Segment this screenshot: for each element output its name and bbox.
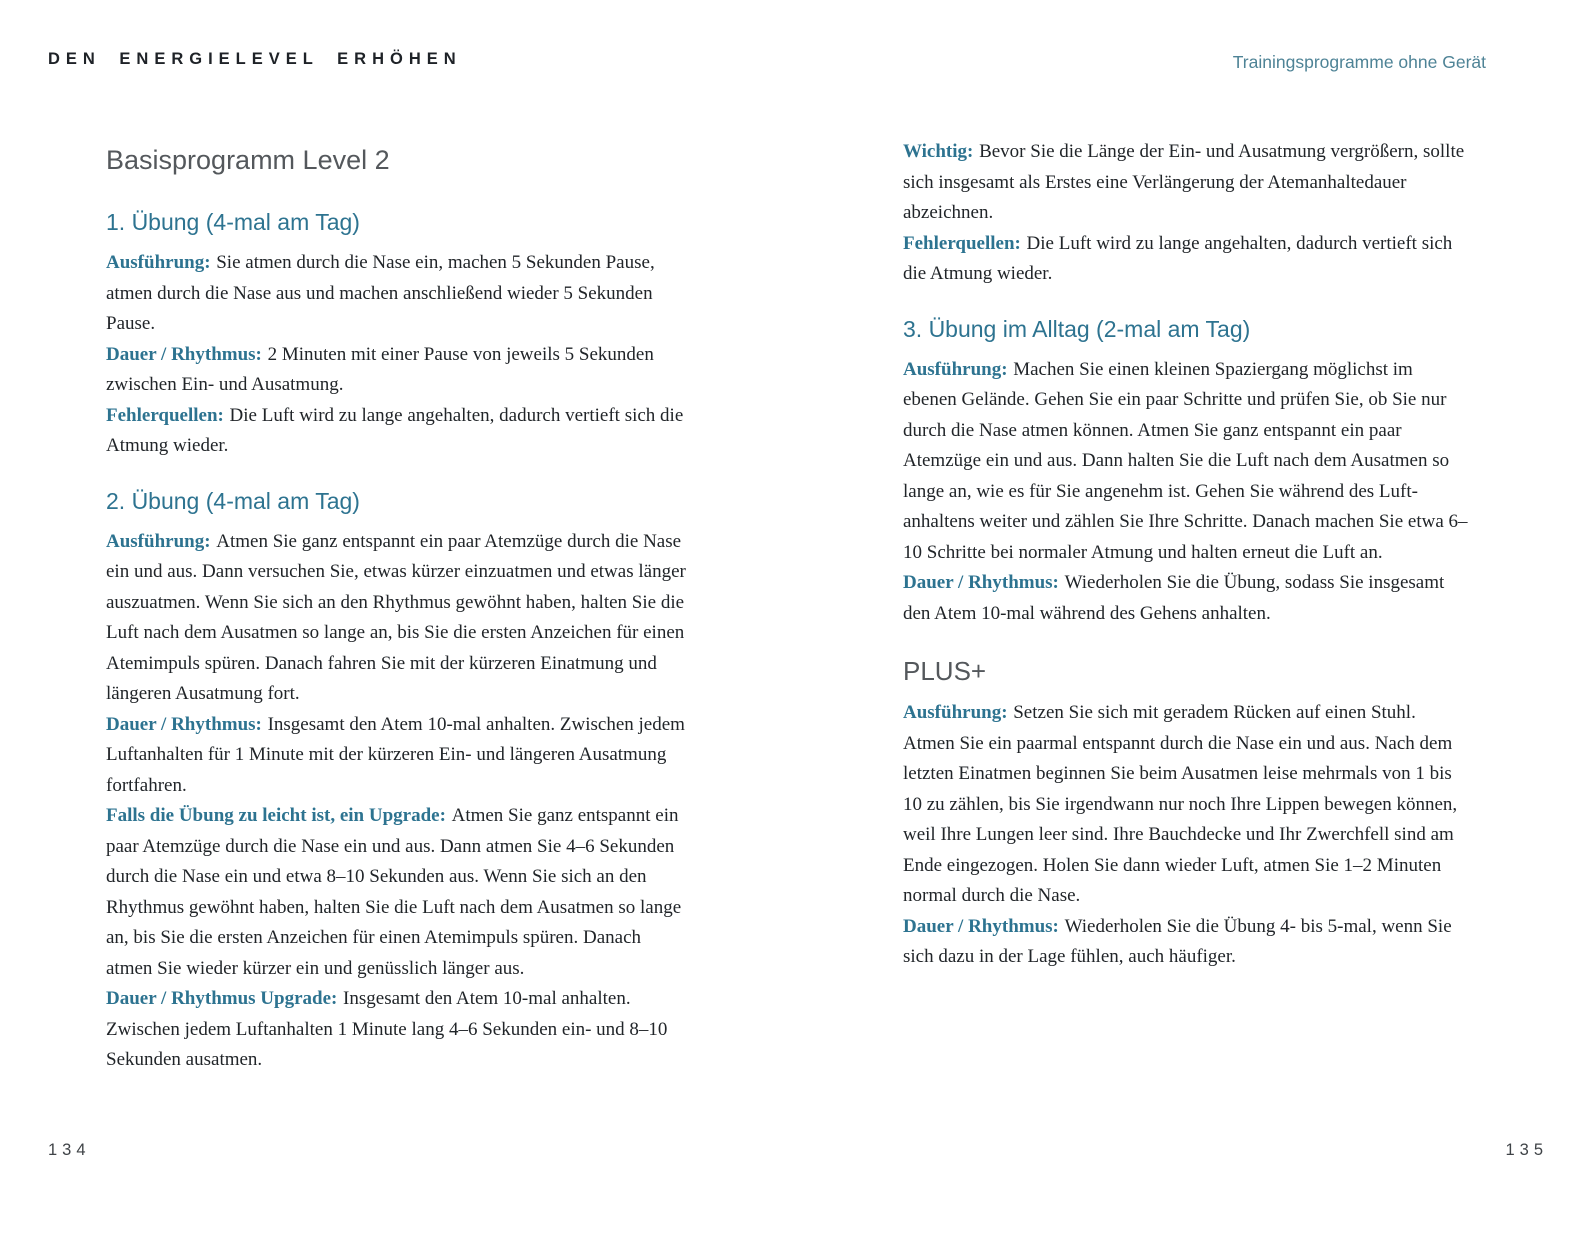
paragraph — [903, 355, 1468, 569]
paragraph-text: Bevor Sie die Länge der Ein- und Ausatmung vergrößern, sollte sich insgesamt als Erstes eine Verlängerung der Atemanhaltedauer abzeichnen. — [903, 141, 1465, 223]
paragraph — [106, 248, 686, 340]
exercise-3-heading: 3. Übung im Alltag (2-mal am Tag) — [903, 315, 1251, 342]
paragraph — [903, 698, 1468, 912]
paragraph-text: Wiederholen Sie die Übung, sodass Sie insgesamt den Atem 10-mal während des Gehens anhalten. — [903, 572, 1445, 624]
exercise-section-1 — [106, 207, 686, 462]
paragraph-label: Dauer / Rhythmus: — [106, 713, 262, 735]
paragraph-label: Ausführung: — [903, 702, 1008, 723]
paragraph-text: Insgesamt den Atem 10-mal anhalten. Zwischen jedem Luftanhalten für 1 Minute mit der kürzeren Ein- und längeren Ausatmung fortfahren. — [106, 713, 685, 796]
paragraph-text: Die Luft wird zu lange angehalten, dadurch vertieft sich die Atmung wieder. — [903, 232, 1453, 284]
paragraph — [903, 912, 1468, 973]
paragraph-label: Fehlerquellen: — [903, 232, 1021, 254]
paragraph-text: Insgesamt den Atem 10-mal anhalten. Zwischen jedem Luftanhalten 1 Minute lang 4–6 Sekunden ein- und 8–10 Sekunden ausatmen. — [106, 988, 668, 1070]
paragraph — [903, 568, 1468, 629]
paragraph — [903, 229, 1468, 290]
left-page-column — [106, 143, 686, 1076]
paragraph-label: Falls die Übung zu leicht ist, ein Upgrade: — [106, 805, 446, 826]
paragraph — [903, 137, 1468, 229]
paragraph-text: Machen Sie einen kleinen Spaziergang möglichst im ebenen Gelände. Gehen Sie ein paar Schritte und prüfen Sie, ob Sie nur durch die Nase atmen können. Atmen Sie ganz entspannt ein paar Atemzüge ein und aus. Dann halten Sie die Luft nach dem Ausatmen so lange an, wie es für Sie angenehm ist. Gehen Sie während des Luftanhaltens weiter und zählen Sie Ihre Schritte. Danach machen Sie etwa 6–10 Schritte bei normaler Atmung und halten erneut die Luft an. — [903, 358, 1468, 563]
exercise-2-heading: 2. Übung (4-mal am Tag) — [106, 487, 360, 514]
exercise-section-2 — [106, 486, 686, 1076]
paragraph — [106, 710, 686, 802]
paragraph-label: Dauer / Rhythmus Upgrade: — [106, 988, 338, 1009]
paragraph-label: Fehlerquellen: — [106, 404, 224, 426]
paragraph-text: Wiederholen Sie die Übung 4- bis 5-mal, wenn Sie sich dazu in der Lage fühlen, auch häufiger. — [903, 915, 1452, 967]
paragraph-text: Setzen Sie sich mit geradem Rücken auf einen Stuhl. Atmen Sie ein paarmal entspannt durch die Nase ein und aus. Nach dem letzten Einatmen beginnen Sie beim Ausatmen leise mehrmals von 1 bis 10 zu zählen, bis Sie irgendwann nur noch Ihre Lippen bewegen können, weil Ihre Lungen leer sind. Ihre Bauchdecke und Ihr Zwerchfell sind am Ende eingezogen. Holen Sie dann wieder Luft, atmen Sie 1–2 Minuten normal durch die Nase. — [903, 702, 1458, 906]
paragraph — [106, 340, 686, 401]
paragraph-text: Atmen Sie ganz entspannt ein paar Atemzüge durch die Nase ein und aus. Dann versuchen Sie, etwas kürzer einzuatmen und etwas länger auszuatmen. Wenn Sie sich an den Rhythmus gewöhnt haben, halten Sie die Luft nach dem Ausatmen so lange an, bis Sie die ersten Anzeichen für einen Atemimpuls spüren. Danach fahren Sie mit der kürzeren Einatmung und längeren Ausatmung fort. — [106, 530, 686, 704]
paragraph-text: Atmen Sie ganz entspannt ein paar Atemzüge durch die Nase ein und aus. Dann atmen Sie 4–6 Sekunden durch die Nase ein und etwa 8–10 Sekunden aus. Wenn Sie sich an den Rhythmus gewöhnt haben, halten Sie die Luft nach dem Ausatmen so lange an, bis Sie die ersten Anzeichen für einen Atemimpuls spüren. Danach atmen Sie wieder kürzer ein und genüsslich länger aus. — [106, 805, 682, 979]
paragraph-text: 2 Minuten mit einer Pause von jeweils 5 Sekunden zwischen Ein- und Ausatmung. — [106, 343, 654, 395]
right-page-column — [903, 137, 1468, 973]
page-number-left: 134 — [48, 1141, 91, 1159]
exercise-section-3 — [903, 314, 1468, 630]
page-number-right: 135 — [1505, 1141, 1548, 1159]
paragraph-text: Die Luft wird zu lange angehalten, dadurch vertieft sich die Atmung wieder. — [106, 404, 684, 456]
paragraph-label: Ausführung: — [106, 530, 211, 552]
paragraph — [106, 527, 686, 710]
paragraph — [106, 984, 686, 1076]
important-notes-section — [903, 137, 1468, 290]
paragraph-label: Wichtig: — [903, 141, 974, 162]
plus-section — [903, 655, 1468, 973]
page-title: Basisprogramm Level 2 — [106, 145, 390, 175]
paragraph-label: Ausführung: — [903, 358, 1008, 380]
plus-heading: PLUS+ — [903, 656, 987, 686]
paragraph-text: Sie atmen durch die Nase ein, machen 5 Sekunden Pause, atmen durch die Nase aus und machen anschließend wieder 5 Sekunden Pause. — [106, 252, 655, 334]
paragraph-label: Dauer / Rhythmus: — [106, 343, 262, 365]
running-head-section: Trainingsprogramme ohne Gerät — [1232, 52, 1486, 72]
paragraph-label: Ausführung: — [106, 252, 211, 273]
paragraph-label: Dauer / Rhythmus: — [903, 572, 1059, 593]
paragraph-label: Dauer / Rhythmus: — [903, 915, 1059, 937]
paragraph — [106, 401, 686, 462]
exercise-1-heading: 1. Übung (4-mal am Tag) — [106, 209, 360, 235]
paragraph — [106, 801, 686, 984]
running-head-chapter: DEN ENERGIELEVEL ERHÖHEN — [48, 50, 462, 68]
